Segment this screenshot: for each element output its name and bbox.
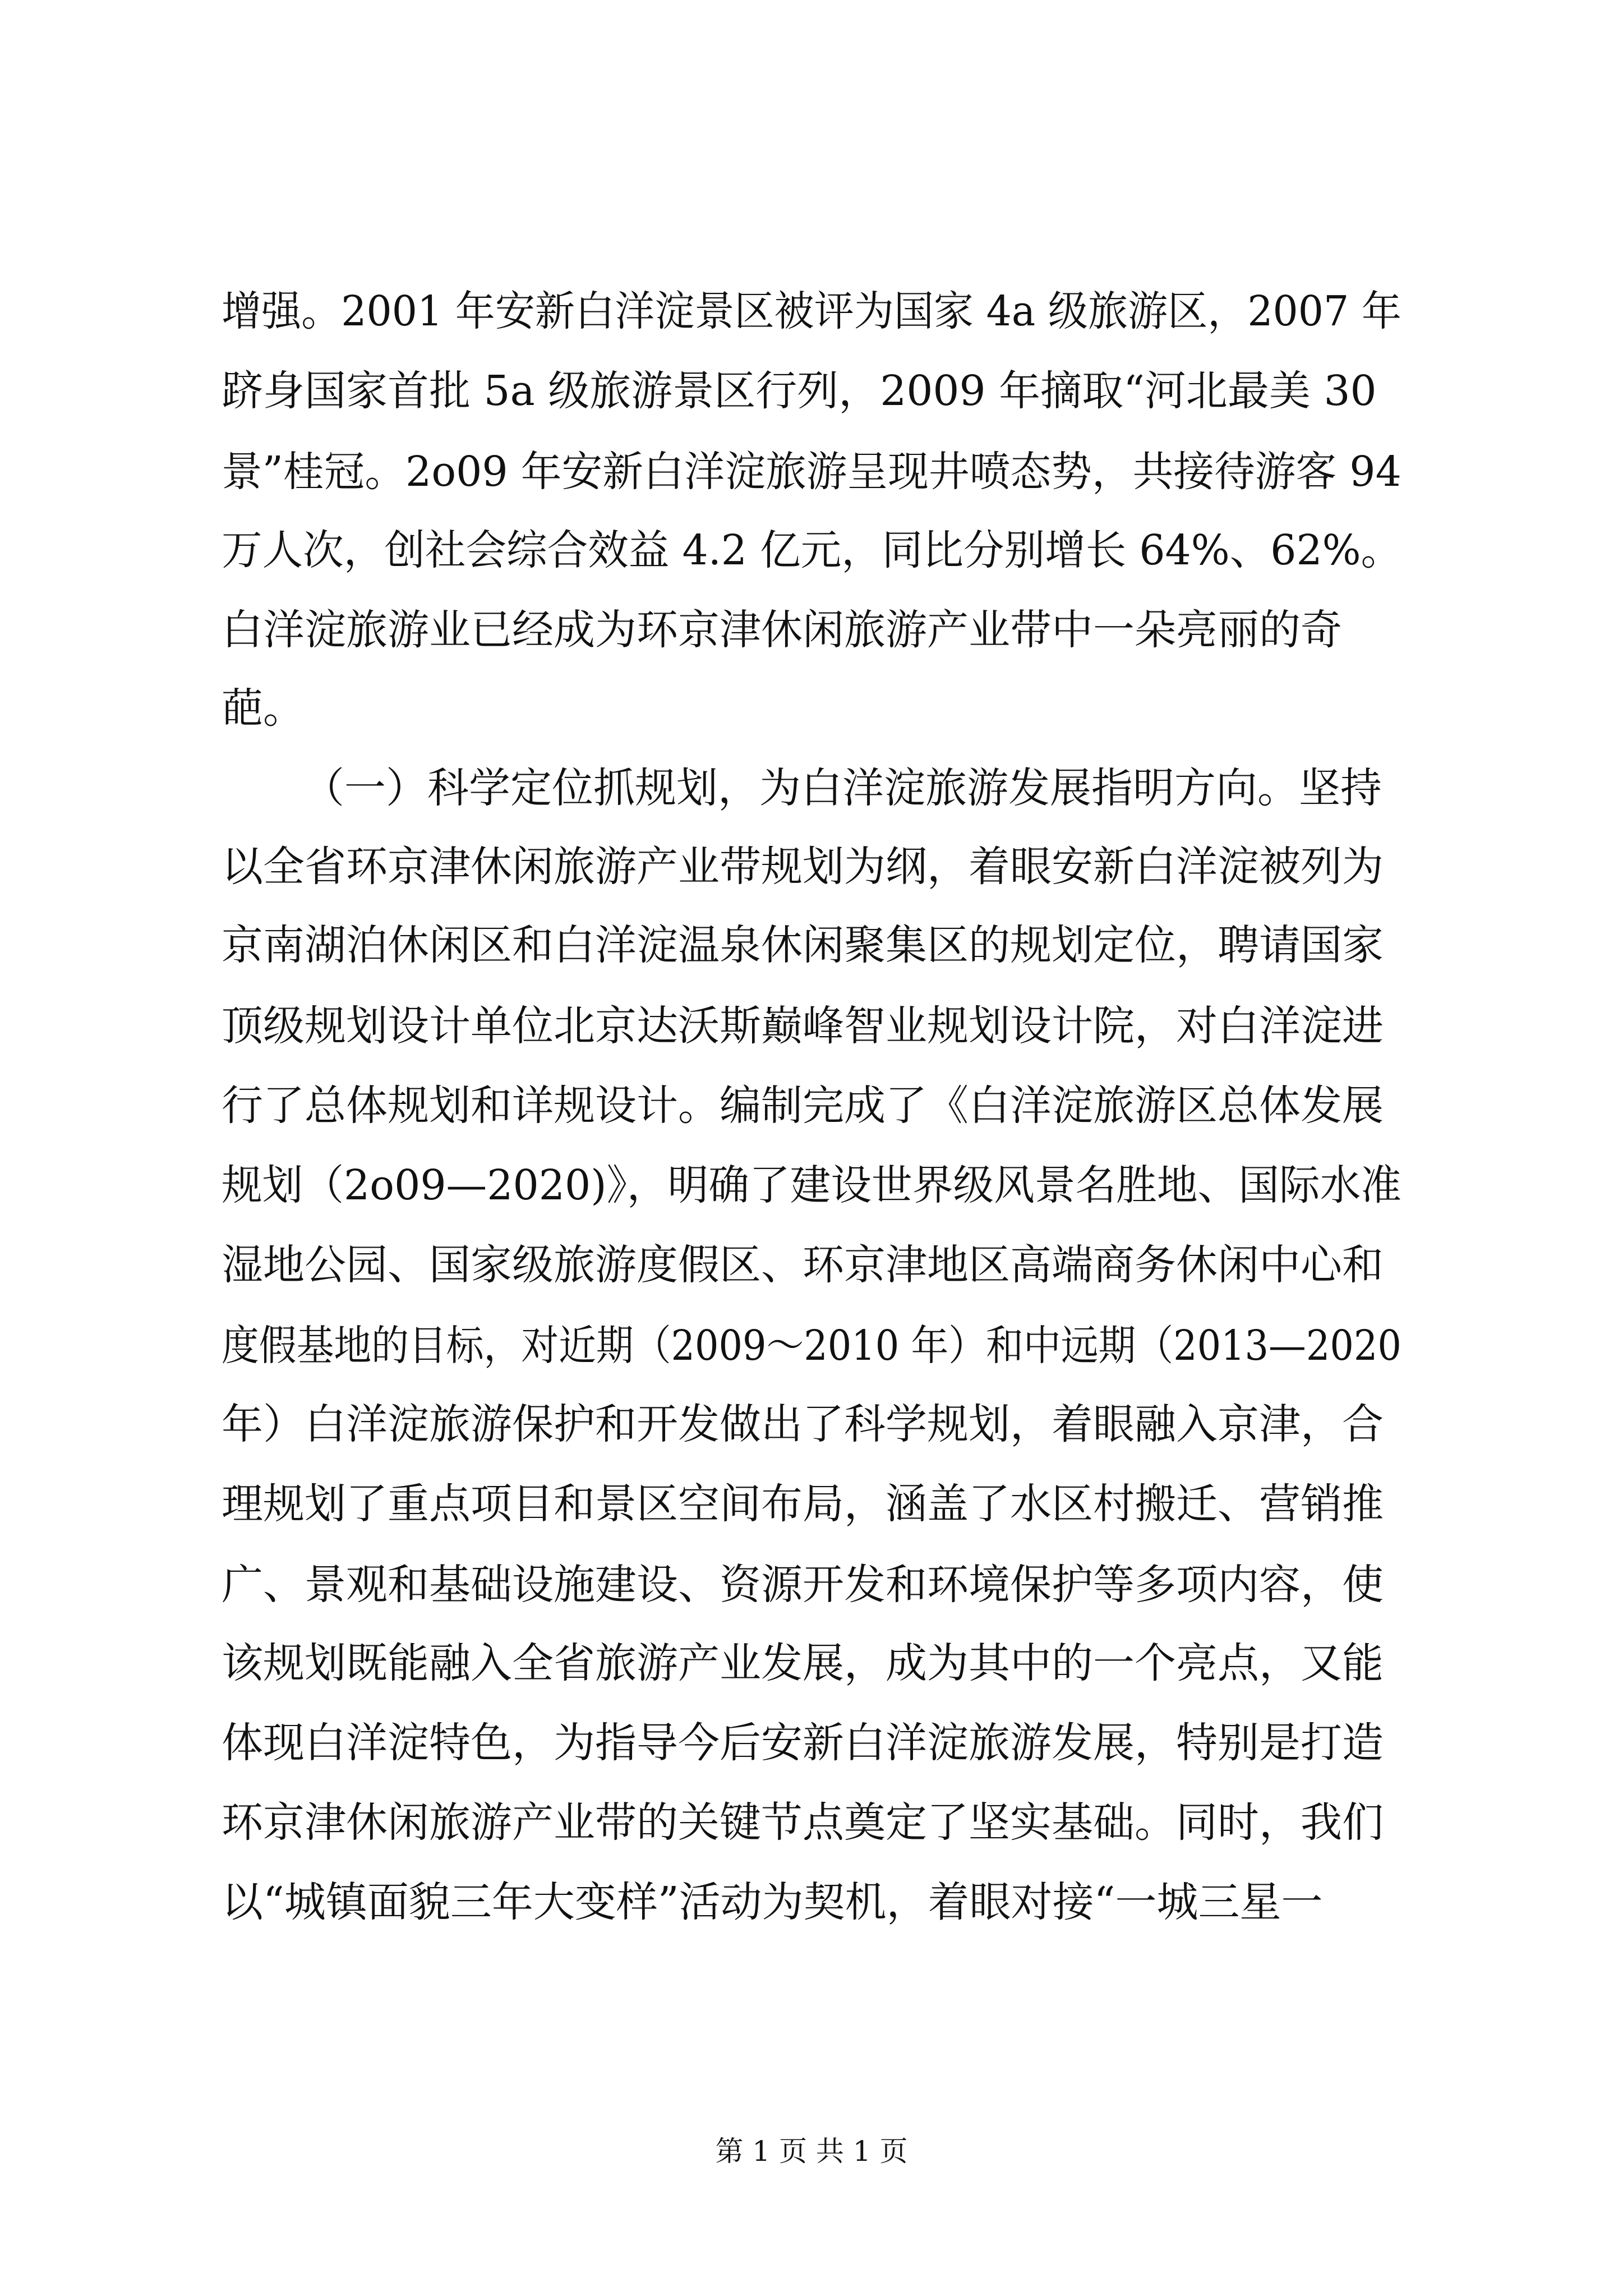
text-line-5: 白洋淀旅游业已经成为环京津休闲旅游产业带中一朵亮丽的奇 — [222, 606, 1342, 654]
text-line-12: 规划（2o09—2020)》，明确了建设世界级风景名胜地、国际水准 — [222, 1161, 1401, 1209]
text-line-13: 湿地公园、国家级旅游度假区、环京津地区高端商务休闲中心和 — [222, 1241, 1384, 1289]
text-line-14: 度假基地的目标，对近期（2009～2010 年）和中远期（2013—2020 — [222, 1322, 1401, 1370]
text-line-11: 行了总体规划和详规设计。编制完成了《白洋淀旅游区总体发展 — [222, 1082, 1384, 1130]
text-line-20: 环京津休闲旅游产业带的关键节点奠定了坚实基础。同时，我们 — [222, 1798, 1384, 1847]
text-line-3: 景”桂冠。2o09 年安新白洋淀旅游呈现井喷态势，共接待游客 94 — [222, 448, 1401, 496]
text-line-1: 增强。2001 年安新白洋淀景区被评为国家 4a 级旅游区，2007 年 — [222, 287, 1401, 335]
text-line-18: 该规划既能融入全省旅游产业发展，成为其中的一个亮点，又能 — [222, 1639, 1384, 1687]
text-line-7: （一）科学定位抓规划，为白洋淀旅游发展指明方向。坚持 — [303, 764, 1382, 812]
text-line-16: 理规划了重点项目和景区空间布局，涵盖了水区村搬迁、营销推 — [222, 1480, 1384, 1528]
text-line-8: 以全省环京津休闲旅游产业带规划为纲，着眼安新白洋淀被列为 — [222, 843, 1384, 891]
text-line-2: 跻身国家首批 5a 级旅游景区行列，2009 年摘取“河北最美 30 — [222, 367, 1377, 415]
text-line-17: 广、景观和基础设施建设、资源开发和环境保护等多项内容，使 — [222, 1561, 1384, 1609]
text-line-21: 以“城镇面貌三年大变样”活动为契机，着眼对接“一城三星一 — [222, 1878, 1323, 1926]
text-line-6: 葩。 — [222, 684, 305, 733]
text-line-9: 京南湖泊休闲区和白洋淀温泉休闲聚集区的规划定位，聘请国家 — [222, 921, 1384, 969]
text-line-4: 万人次，创社会综合效益 4.2 亿元，同比分别增长 64%、62%。 — [222, 526, 1402, 574]
text-line-15: 年）白洋淀旅游保护和开发做出了科学规划，着眼融入京津，合 — [222, 1400, 1384, 1448]
text-line-10: 顶级规划设计单位北京达沃斯巅峰智业规划设计院，对白洋淀进 — [222, 1002, 1384, 1050]
text-line-19: 体现白洋淀特色，为指导今后安新白洋淀旅游发展，特别是打造 — [222, 1719, 1384, 1767]
page-footer: 第 1 页 共 1 页 — [715, 2135, 908, 2168]
